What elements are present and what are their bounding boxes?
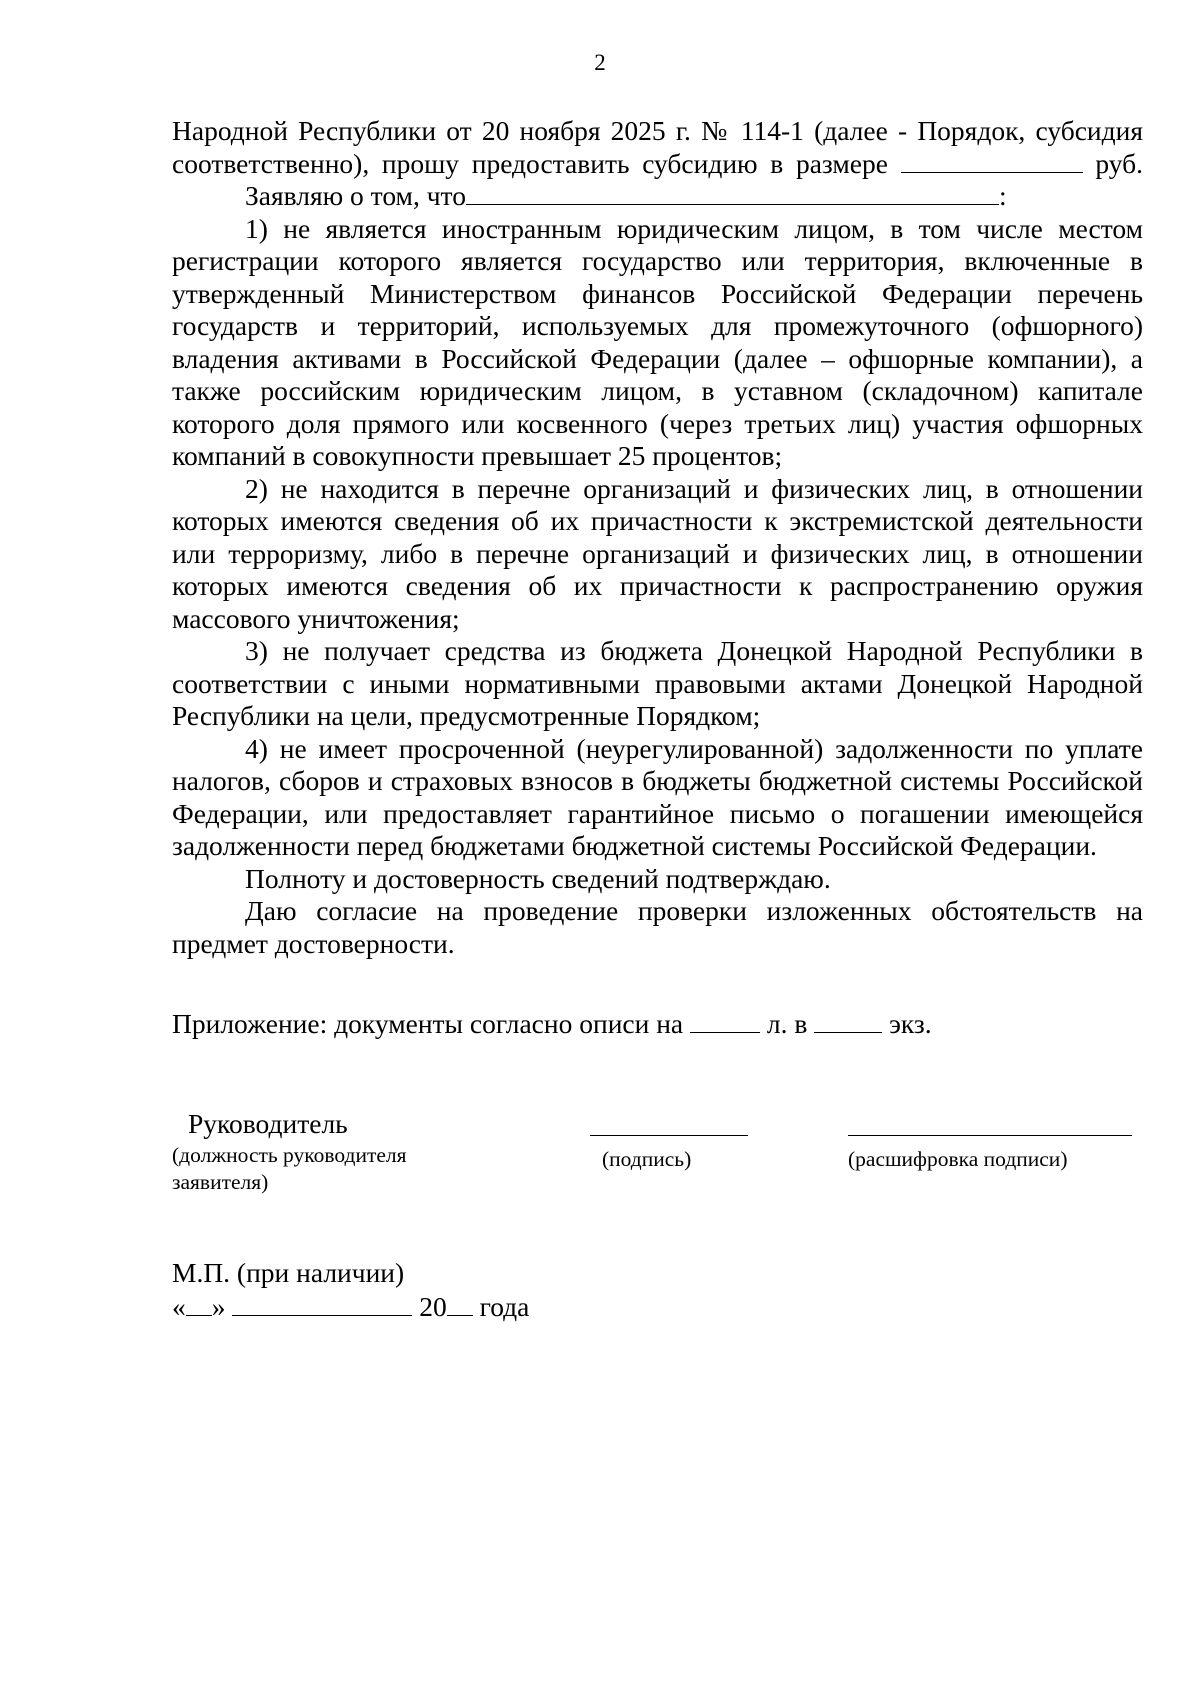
year-prefix: 20 xyxy=(419,1291,447,1322)
year-suffix: года xyxy=(479,1291,530,1322)
page-number: 2 xyxy=(594,50,606,75)
intro-text: Народной Республики от 20 ноября 2025 г. № 114-1 (далее - Порядок, субсидия соответственно), прошу предоставить субсидию в размере xyxy=(172,115,1143,179)
head-title: Руководитель xyxy=(188,1108,348,1139)
applicant-name-blank xyxy=(466,180,999,205)
subsidy-amount-blank xyxy=(901,148,1083,173)
sheets-count-blank xyxy=(690,1008,760,1033)
date-quote-open: « xyxy=(172,1291,186,1322)
currency-unit: руб. xyxy=(1095,147,1144,179)
paragraph-confirm: Полноту и достоверность сведений подтверждаю. xyxy=(245,862,831,894)
paragraph-item-1: 1) не является иностранным юридическим лицом, в том числе местом регистрации которого является государство или территория, включенные в утвержденный Министерством финансов Российской Федерации перечень государств и территорий, используемых для промежуточного (офшорного) владения активами в Российской Федерации (далее – офшорные компании), а также российским юридическим лицом, в уставном (складочном) капитале которого доля прямого или косвенного (через третьих лиц) участия офшорных компаний в совокупности превышает 25 процентов; xyxy=(172,212,1143,471)
paragraph-consent: Даю согласие на проведение проверки изложенных обстоятельств на предмет достоверности. xyxy=(172,895,1143,959)
paragraph-intro xyxy=(172,115,1143,180)
date-quote-close: » xyxy=(211,1291,226,1322)
appendix-line xyxy=(172,1008,932,1041)
head-position-caption: (должность руководителя заявителя) xyxy=(172,1143,407,1194)
seal-and-date-block xyxy=(172,1256,529,1324)
paragraph-item-4: 4) не имеет просроченной (неурегулированной) задолженности по уплате налогов, сборов и страховых взносов в бюджеты бюджетной системы Российской Федерации, или предоставляет гарантийное письмо о погашении имеющейся задолженности перед бюджетами бюджетной системы Российской Федерации. xyxy=(172,732,1143,861)
signature-decoding-line xyxy=(848,1135,1132,1136)
paragraph-item-2: 2) не находится в перечне организаций и физических лиц, в отношении которых имеются сведения об их причастности к экстремистской деятельности или терроризму, либо в перечне организаций и физических лиц, в отношении которых имеются сведения об их причастности к распространению оружия массового уничтожения; xyxy=(172,472,1143,634)
date-line xyxy=(172,1290,529,1324)
year-blank xyxy=(447,1291,473,1316)
copies-count-blank xyxy=(814,1008,882,1033)
signature-block xyxy=(0,1108,1200,1218)
appendix-suffix: экз. xyxy=(889,1008,932,1039)
signature-caption: (подпись) xyxy=(602,1147,692,1171)
day-blank xyxy=(186,1291,212,1316)
appendix-prefix: Приложение: документы согласно описи на xyxy=(172,1008,684,1039)
paragraph-declaration xyxy=(172,180,1143,213)
seal-label: М.П. (при наличии) xyxy=(172,1257,405,1288)
declaration-colon: : xyxy=(998,180,1007,211)
signature-decoding-caption: (расшифровка подписи) xyxy=(848,1147,1068,1171)
declaration-text: Заявляю о том, что xyxy=(245,180,466,211)
document-body xyxy=(172,115,1143,960)
month-blank xyxy=(232,1291,412,1316)
appendix-mid: л. в xyxy=(766,1008,808,1039)
signature-line xyxy=(590,1135,748,1136)
paragraph-item-3: 3) не получает средства из бюджета Донецкой Народной Республики в соответствии с иными нормативными правовыми актами Донецкой Народной Республики на цели, предусмотренные Порядком; xyxy=(172,635,1143,731)
